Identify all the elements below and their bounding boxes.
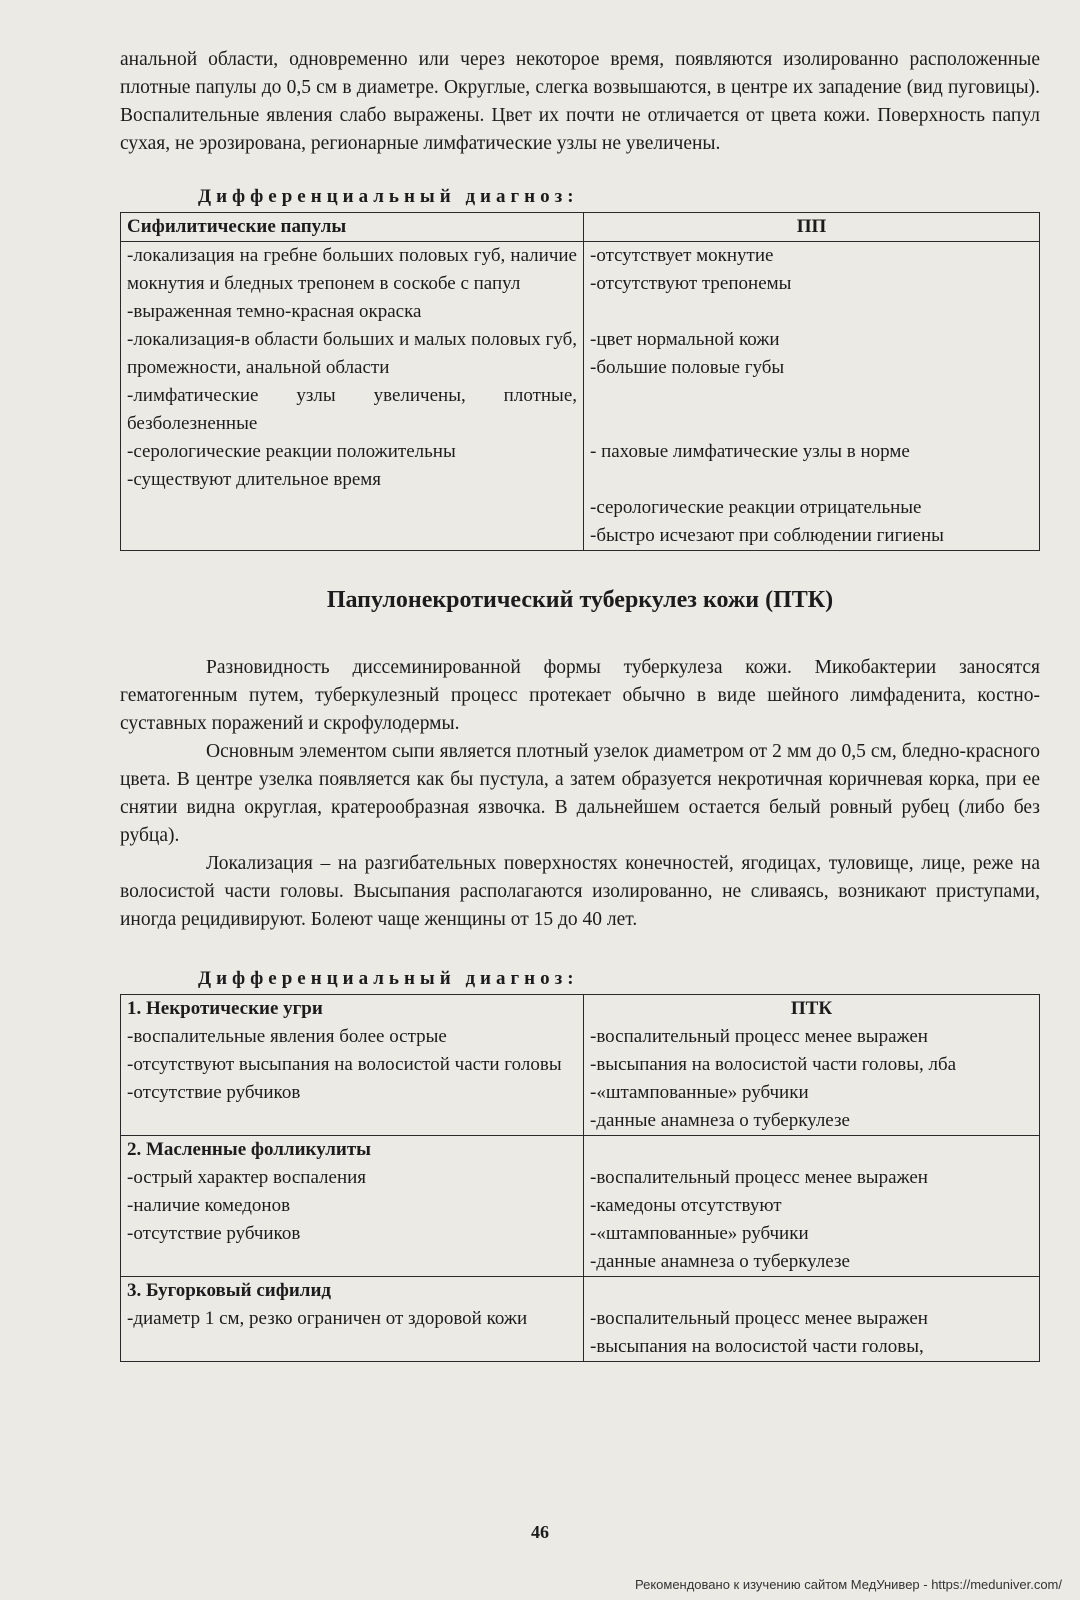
table-row — [121, 995, 1040, 1136]
table2-left-line: -отсутствие рубчиков — [127, 1223, 301, 1244]
table2-left-line: -воспалительные явления более острые — [127, 1026, 447, 1047]
table2-row1-title: 1. Некротические угри — [127, 998, 323, 1019]
comparison-table-ptk — [120, 994, 1040, 1362]
table2-right-line: -данные анамнеза о туберкулезе — [590, 1251, 850, 1272]
body-paragraph: Локализация – на разгибательных поверхностях конечностей, ягодицах, туловище, лице, реже на волосистой части головы. Высыпания располагаются изолированно, не сливаясь, возникают приступами, иногда рецидивируют. Болеют чаще женщины от 15 до 40 лет. — [120, 853, 1040, 930]
table1-right-line: -отсутствует мокнутие — [590, 245, 774, 266]
table2-right-line: -воспалительный процесс менее выражен — [590, 1167, 928, 1188]
table2-right-header: ПТК — [790, 998, 833, 1019]
table1-right-line: - паховые лимфатические узлы в норме — [590, 441, 910, 462]
table2-right-line: -высыпания на волосистой части головы, — [590, 1336, 924, 1357]
table2-row3-title: 3. Бугорковый сифилид — [127, 1280, 332, 1301]
table2-row3-left-cell — [121, 1277, 584, 1362]
table2-right-line: -воспалительный процесс менее выражен — [590, 1308, 928, 1329]
body-paragraph: Разновидность диссеминированной формы туберкулеза кожи. Микобактерии заносятся гематогенным путем, туберкулезный процесс протекает обычно в виде шейного лимфаденита, костно-суставных поражений и скрофулодермы. — [120, 657, 1040, 734]
table2-row2-left-cell — [121, 1136, 584, 1277]
section-title: Папулонекротический туберкулез кожи (ПТК) — [326, 587, 834, 613]
table1-right-cell — [584, 242, 1040, 551]
table2-left-line: -отсутствие рубчиков — [127, 1082, 301, 1103]
table1-left-line: -лимфатические узлы увеличены, плотные, безболезненные — [127, 385, 577, 434]
table2-left-line: -наличие комедонов — [127, 1195, 291, 1216]
footer-credit: Рекомендовано к изучению сайтом МедУнивер - https://meduniver.com/ — [634, 1577, 1062, 1592]
table1-right-line: -большие половые губы — [590, 357, 785, 378]
table1-left-cell — [121, 242, 584, 551]
table-row — [121, 242, 1040, 551]
table2-row2-right-cell — [584, 1136, 1040, 1277]
table1-left-line: -серологические реакции положительны — [127, 441, 456, 462]
table1-right-line: -быстро исчезают при соблюдении гигиены — [590, 525, 944, 546]
body-paragraph: Основным элементом сыпи является плотный узелок диаметром от 2 мм до 0,5 см, бледно-красного цвета. В центре узелка появляется как бы пустула, а затем образуется некротичная коричневая корка, при ее снятии видна округлая, кратерообразная язвочка. В дальнейшем остается белый ровный рубец (либо без рубца). — [120, 741, 1040, 846]
table2-row2-title: 2. Масленные фолликулиты — [127, 1139, 372, 1160]
table-header-row — [121, 213, 1040, 242]
table2-left-line: -острый характер воспаления — [127, 1167, 367, 1188]
table1-left-line: -выраженная темно-красная окраска — [127, 301, 422, 322]
table-row — [121, 1277, 1040, 1362]
table2-right-line: -«штампованные» рубчики — [590, 1082, 809, 1103]
differential-diagnosis-heading-2: Дифференциальный диагноз: — [198, 968, 579, 989]
table1-left-header: Сифилитические папулы — [121, 213, 584, 242]
table2-row3-right-cell — [584, 1277, 1040, 1362]
table2-left-line: -отсутствуют высыпания на волосистой части головы — [127, 1054, 562, 1075]
table2-right-line: -высыпания на волосистой части головы, лба — [590, 1054, 957, 1075]
comparison-table-syphilitic-papules — [120, 212, 1040, 551]
intro-paragraph: анальной области, одновременно или через некоторое время, появляются изолированно расположенные плотные папулы до 0,5 см в диаметре. Округлые, слегка возвышаются, в центре их западение (вид пуговицы). Воспалительные явления слабо выражены. Цвет их почти не отличается от цвета кожи. Поверхность папул сухая, не эрозирована, регионарные лимфатические узлы не увеличены. — [120, 49, 1040, 154]
page-number: 46 — [531, 1522, 549, 1542]
page-content — [120, 46, 1040, 1362]
table1-left-line: -локализация-в области больших и малых половых губ, промежности, анальной области — [127, 329, 577, 378]
table-row — [121, 1136, 1040, 1277]
table2-right-line: -«штампованные» рубчики — [590, 1223, 809, 1244]
table1-right-line: -цвет нормальной кожи — [590, 329, 780, 350]
table2-right-line: -воспалительный процесс менее выражен — [590, 1026, 928, 1047]
table1-right-line: -отсутствуют трепонемы — [590, 273, 792, 294]
table2-left-line: -диаметр 1 см, резко ограничен от здоровой кожи — [127, 1308, 528, 1329]
table2-right-line: -данные анамнеза о туберкулезе — [590, 1110, 850, 1131]
table1-left-line: -существуют длительное время — [127, 469, 382, 490]
table2-row1-right-cell — [584, 995, 1040, 1136]
table1-left-line: -локализация на гребне больших половых губ, наличие мокнутия и бледных трепонем в соскобе с папул — [127, 245, 577, 294]
table1-right-header: ПП — [584, 213, 1040, 242]
table1-right-line: -серологические реакции отрицательные — [590, 497, 922, 518]
differential-diagnosis-heading-1: Дифференциальный диагноз: — [198, 186, 579, 207]
table2-right-line: -камедоны отсутствуют — [590, 1195, 782, 1216]
table2-row1-left-cell — [121, 995, 584, 1136]
